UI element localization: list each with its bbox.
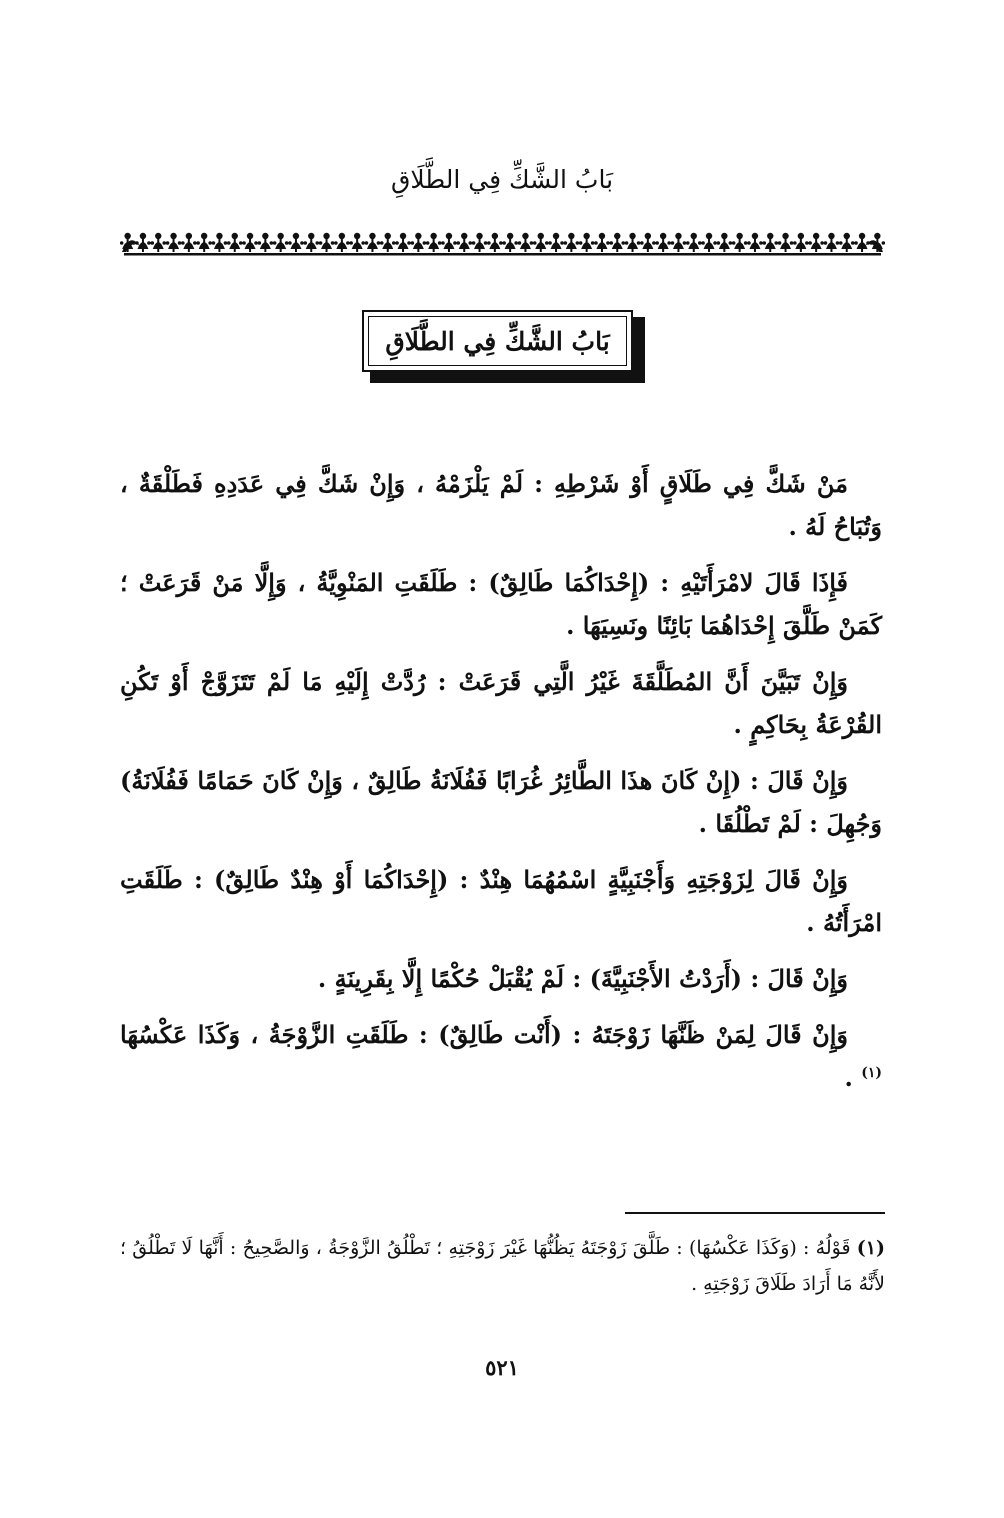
paragraph-text: وَإِنْ قَالَ لِمَنْ ظَنَّهَا زَوْجَتَهُ : (أَنْت طَالِقٌ) : طَلَقَتِ الزَّوْجَةُ ، وَكَذَا عَكْسُهَا: [120, 1020, 848, 1049]
paragraph: مَنْ شَكَّ فِي طَلَاقٍ أَوْ شَرْطِهِ : لَمْ يَلْزَمْهُ ، وَإِنْ شَكَّ فِي عَدَدِهِ فَطَلْقَةٌ ، وَتُبَاحُ لَهُ .: [120, 469, 882, 541]
footnote-marker[interactable]: (١): [861, 1065, 882, 1081]
paragraph: فَإِذَا قَالَ لامْرَأَتَيْهِ : (إِحْدَاكُمَا طَالِقٌ) : طَلَقَتِ المَنْوِيَّةُ ، وَإِلَّا مَنْ قَرَعَتْ ؛ كَمَنْ طَلَّقَ إِحْدَاهُمَا بَائِنًا ونَسِيَهَا .: [120, 568, 882, 640]
floral-border-ornament-icon: [120, 228, 885, 258]
chapter-title: بَابُ الشَّكِّ فِي الطَّلَاقِ: [368, 316, 627, 366]
footnote-text: قَوْلُهُ : (وَكَذَا عَكْسُهَا) : طَلَّقَ زَوْجَتَهُ يَظُنُّهَا غَيْرَ زَوْجَتِهِ ؛ تَطْلُقُ الزَّوْجَةُ ، وَالصَّحِيحُ : أَنَّهَا لَا تَطْلُقُ ؛ لأَنَّهُ مَا أَرَادَ طَلَاقَ زَوْجَتِهِ .: [120, 1237, 885, 1295]
running-head: بَابُ الشَّكِّ فِي الطَّلَاقِ: [390, 165, 614, 194]
page-number: ٥٢١: [485, 1355, 519, 1380]
footnote-number: (١): [856, 1237, 885, 1259]
paragraph: وَإِنْ قَالَ : (إِنْ كَانَ هذَا الطَّائِرُ غُرَابًا فَفُلَانَةُ طَالِقٌ ، وَإِنْ كَانَ حَمَامًا فَفُلَانَةُ) وَجُهِلَ : لَمْ تَطْلُقَا .: [120, 766, 882, 838]
paragraph-end: .: [844, 1063, 862, 1092]
chapter-title-box: [362, 310, 633, 372]
footnote: [120, 1230, 885, 1302]
paragraph: وَإِنْ قَالَ : (أَرَدْتُ الأَجْنَبِيَّةَ) : لَمْ يُقْبَلْ حُكْمًا إِلَّا بِقَرِينَةٍ .: [317, 964, 848, 993]
footnote-separator: [625, 1212, 885, 1214]
paragraph: وَإِنْ تَبَيَّنَ أَنَّ المُطَلَّقَةَ غَيْرُ الَّتِي قَرَعَتْ : رُدَّتْ إِلَيْهِ مَا لَمْ تَتَزَوَّجْ أَوْ تَكُنِ القُرْعَةُ بِحَاكِمٍ .: [120, 667, 882, 739]
body-text: [120, 462, 882, 1112]
paragraph: وَإِنْ قَالَ لِزَوْجَتِهِ وَأَجْنَبِيَّةٍ اسْمُهُمَا هِنْدٌ : (إِحْدَاكُمَا أَوْ هِنْدٌ طَالِقٌ) : طَلَقَتِ امْرَأَتُهُ .: [120, 865, 882, 937]
paragraph-with-footnote: [120, 1013, 882, 1099]
